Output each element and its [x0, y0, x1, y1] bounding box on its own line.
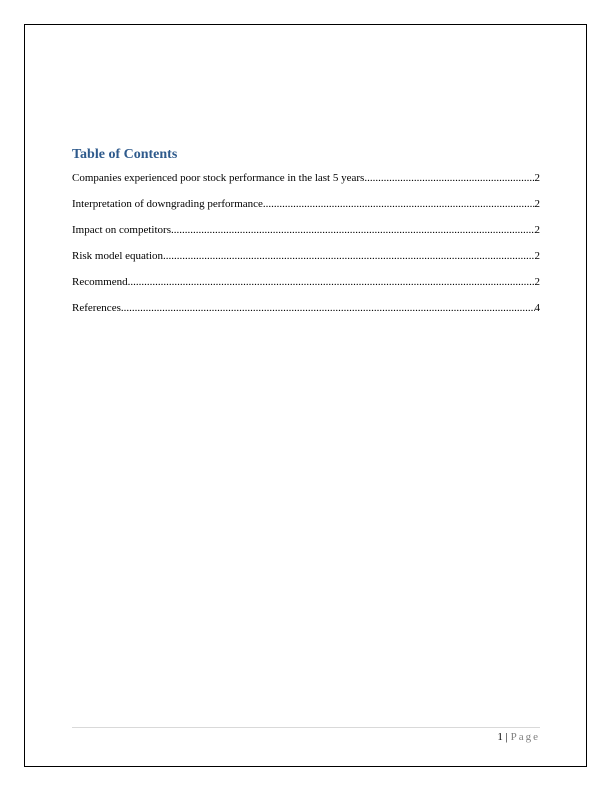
toc-entry[interactable]: [72, 170, 540, 196]
toc-entry-text: Companies experienced poor stock performance in the last 5 years: [72, 172, 365, 184]
toc-leader: [163, 248, 534, 264]
toc-title: Table of Contents: [72, 147, 178, 162]
toc-entry[interactable]: [72, 222, 540, 248]
toc-leader: [128, 274, 535, 290]
toc-leader: [171, 222, 535, 238]
toc-entry-page: 2: [534, 172, 540, 184]
toc-entry-page: 4: [534, 302, 540, 314]
toc-entry-text: Recommend: [72, 276, 128, 288]
footer-divider: [72, 727, 540, 728]
toc-leader: [121, 300, 535, 316]
page-footer: [497, 729, 540, 745]
toc-entry[interactable]: [72, 196, 540, 222]
toc-entry-text: Risk model equation: [72, 250, 164, 262]
toc-entry-page: 2: [534, 276, 540, 288]
toc-entry-page: 2: [534, 224, 540, 236]
toc-entry-text: References: [72, 302, 121, 314]
toc-entry-text: Impact on competitors: [72, 224, 171, 236]
toc-list: [72, 170, 540, 326]
toc-entry[interactable]: [72, 248, 540, 274]
footer-separator: |: [505, 731, 508, 743]
toc-entry-text: Interpretation of downgrading performance: [72, 198, 263, 210]
toc-entry[interactable]: [72, 274, 540, 300]
toc-leader: [364, 170, 534, 186]
toc-leader: [263, 196, 535, 212]
page-label: Page: [510, 731, 540, 743]
page-number: 1: [497, 731, 503, 743]
toc-entry-page: 2: [534, 198, 540, 210]
toc-entry[interactable]: [72, 300, 540, 326]
toc-entry-page: 2: [534, 250, 540, 262]
page-border: [24, 24, 587, 767]
